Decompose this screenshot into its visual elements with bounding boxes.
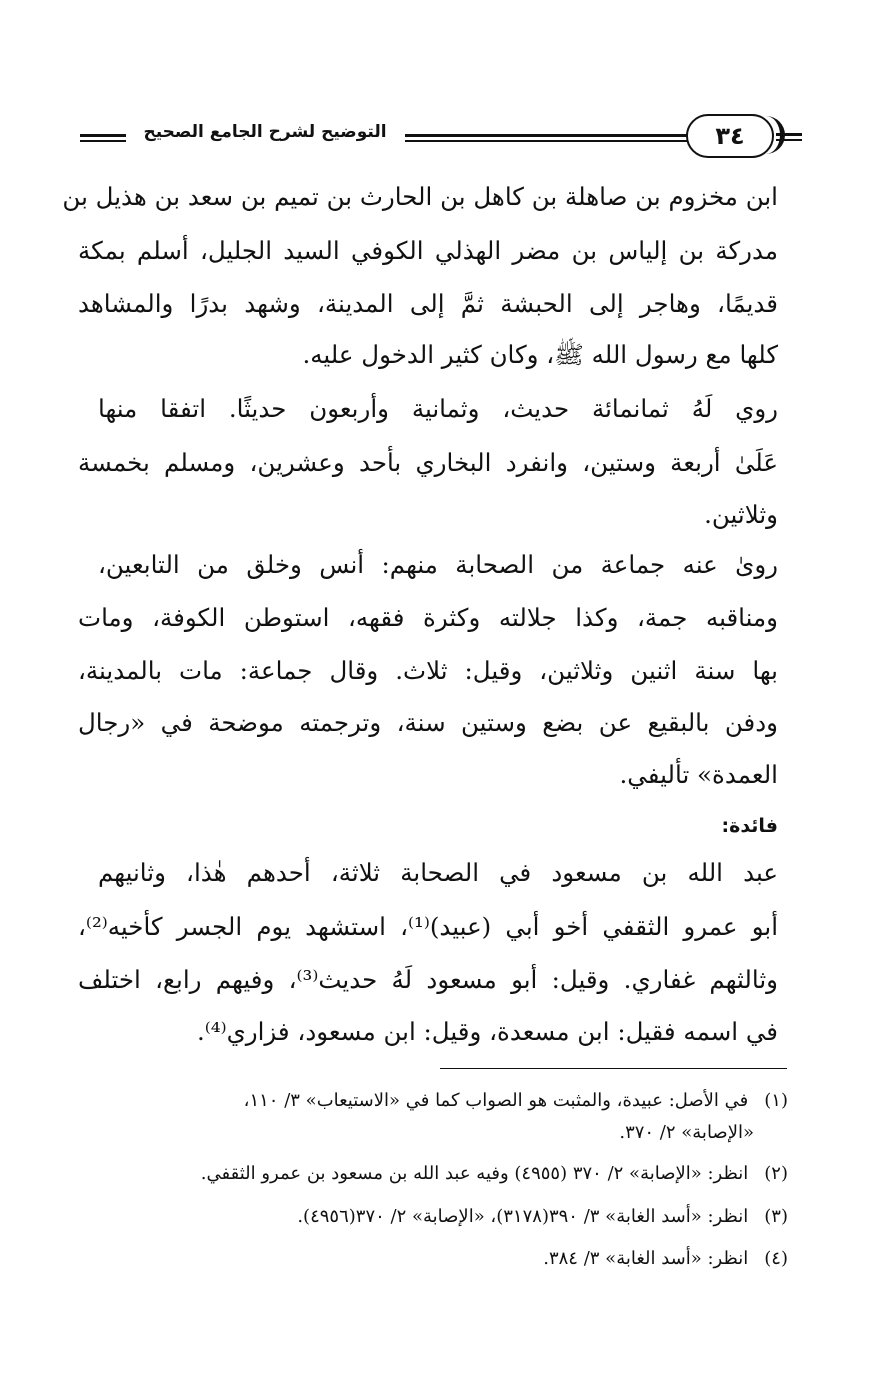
- text-line: مدركة بن إلياس بن مضر الهذلي الكوفي السيد الجليل، أسلم بمكة: [78, 236, 778, 265]
- text-line: ومناقبه جمة، وكذا جلالته وكثرة فقهه، استوطن الكوفة، ومات: [78, 603, 778, 632]
- footnote-text: في الأصل: عبيدة، والمثبت هو الصواب كما في «الاستيعاب» ٣/ ١١٠،: [243, 1090, 749, 1111]
- header-rule: [776, 133, 802, 136]
- header-rule: [405, 140, 690, 142]
- footnote-text: انظر: «الإصابة» ٢/ ٣٧٠ (٤٩٥٥) وفيه عبد الله بن مسعود بن عمرو الثقفي.: [200, 1163, 749, 1184]
- running-header: [70, 112, 802, 164]
- footnote-continuation: «الإصابة» ٢/ ٣٧٠.: [619, 1122, 754, 1143]
- footnote-number: (٢): [764, 1163, 788, 1184]
- footnote-text: انظر: «أسد الغابة» ٣/ ٣٩٠(٣١٧٨)، «الإصابة» ٢/ ٣٧٠(٤٩٥٦).: [297, 1206, 749, 1227]
- footnote: [76, 1090, 788, 1111]
- footnote-text: انظر: «أسد الغابة» ٣/ ٣٨٤.: [543, 1248, 749, 1269]
- footnote-number: (٣): [764, 1206, 788, 1227]
- footnote-number: (١): [764, 1090, 788, 1111]
- text-line: روىٰ عنه جماعة من الصحابة منهم: أنس وخلق من التابعين،: [98, 550, 778, 579]
- footnote: [76, 1248, 788, 1269]
- footnote: [76, 1206, 788, 1227]
- text-line: عَلَىٰ أربعة وستين، وانفرد البخاري بأحد وعشرين، ومسلم بخمسة: [78, 448, 778, 477]
- text-line: روي لَهُ ثمانمائة حديث، وثمانية وأربعون حديثًا. اتفقا منها: [98, 394, 778, 423]
- header-rule: [776, 139, 802, 141]
- text-line: بها سنة اثنين وثلاثين، وقيل: ثلاث. وقال جماعة: مات بالمدينة،: [78, 656, 778, 685]
- text-line: وثلاثين.: [704, 500, 778, 529]
- text-line: ابن مخزوم بن صاهلة بن كاهل بن الحارث بن تميم بن سعد بن هذيل بن: [62, 182, 778, 211]
- text-line: في اسمه فقيل: ابن مسعدة، وقيل: ابن مسعود، فزاري⁽⁴⁾.: [196, 1017, 778, 1046]
- text-line: كلها مع رسول الله ﷺ، وكان كثير الدخول عليه.: [302, 340, 778, 369]
- footnote-number: (٤): [764, 1248, 788, 1269]
- footnote: [76, 1163, 788, 1184]
- footnote-separator: [440, 1068, 787, 1069]
- text-line: وثالثهم غفاري. وقيل: أبو مسعود لَهُ حديث⁽³⁾، وفيهم رابع، اختلف: [78, 965, 778, 994]
- page-number: ٣٤: [686, 114, 774, 158]
- text-line: أبو عمرو الثقفي أخو أبي (عبيد)⁽¹⁾، استشهد يوم الجسر كأخيه⁽²⁾،: [78, 912, 778, 941]
- header-rule: [80, 134, 126, 137]
- book-title: التوضيح لشرح الجامع الصحيح: [143, 122, 387, 142]
- header-rule: [405, 134, 690, 137]
- section-heading: فائدة:: [721, 815, 778, 837]
- text-line: العمدة» تأليفي.: [619, 760, 778, 789]
- text-line: قديمًا، وهاجر إلى الحبشة ثمَّ إلى المدينة، وشهد بدرًا والمشاهد: [78, 289, 778, 318]
- text-line: ودفن بالبقيع عن بضع وستين سنة، وترجمته موضحة في «رجال: [78, 708, 778, 737]
- text-line: عبد الله بن مسعود في الصحابة ثلاثة، أحدهم هٰذا، وثانيهم: [98, 858, 778, 887]
- header-rule: [80, 140, 126, 142]
